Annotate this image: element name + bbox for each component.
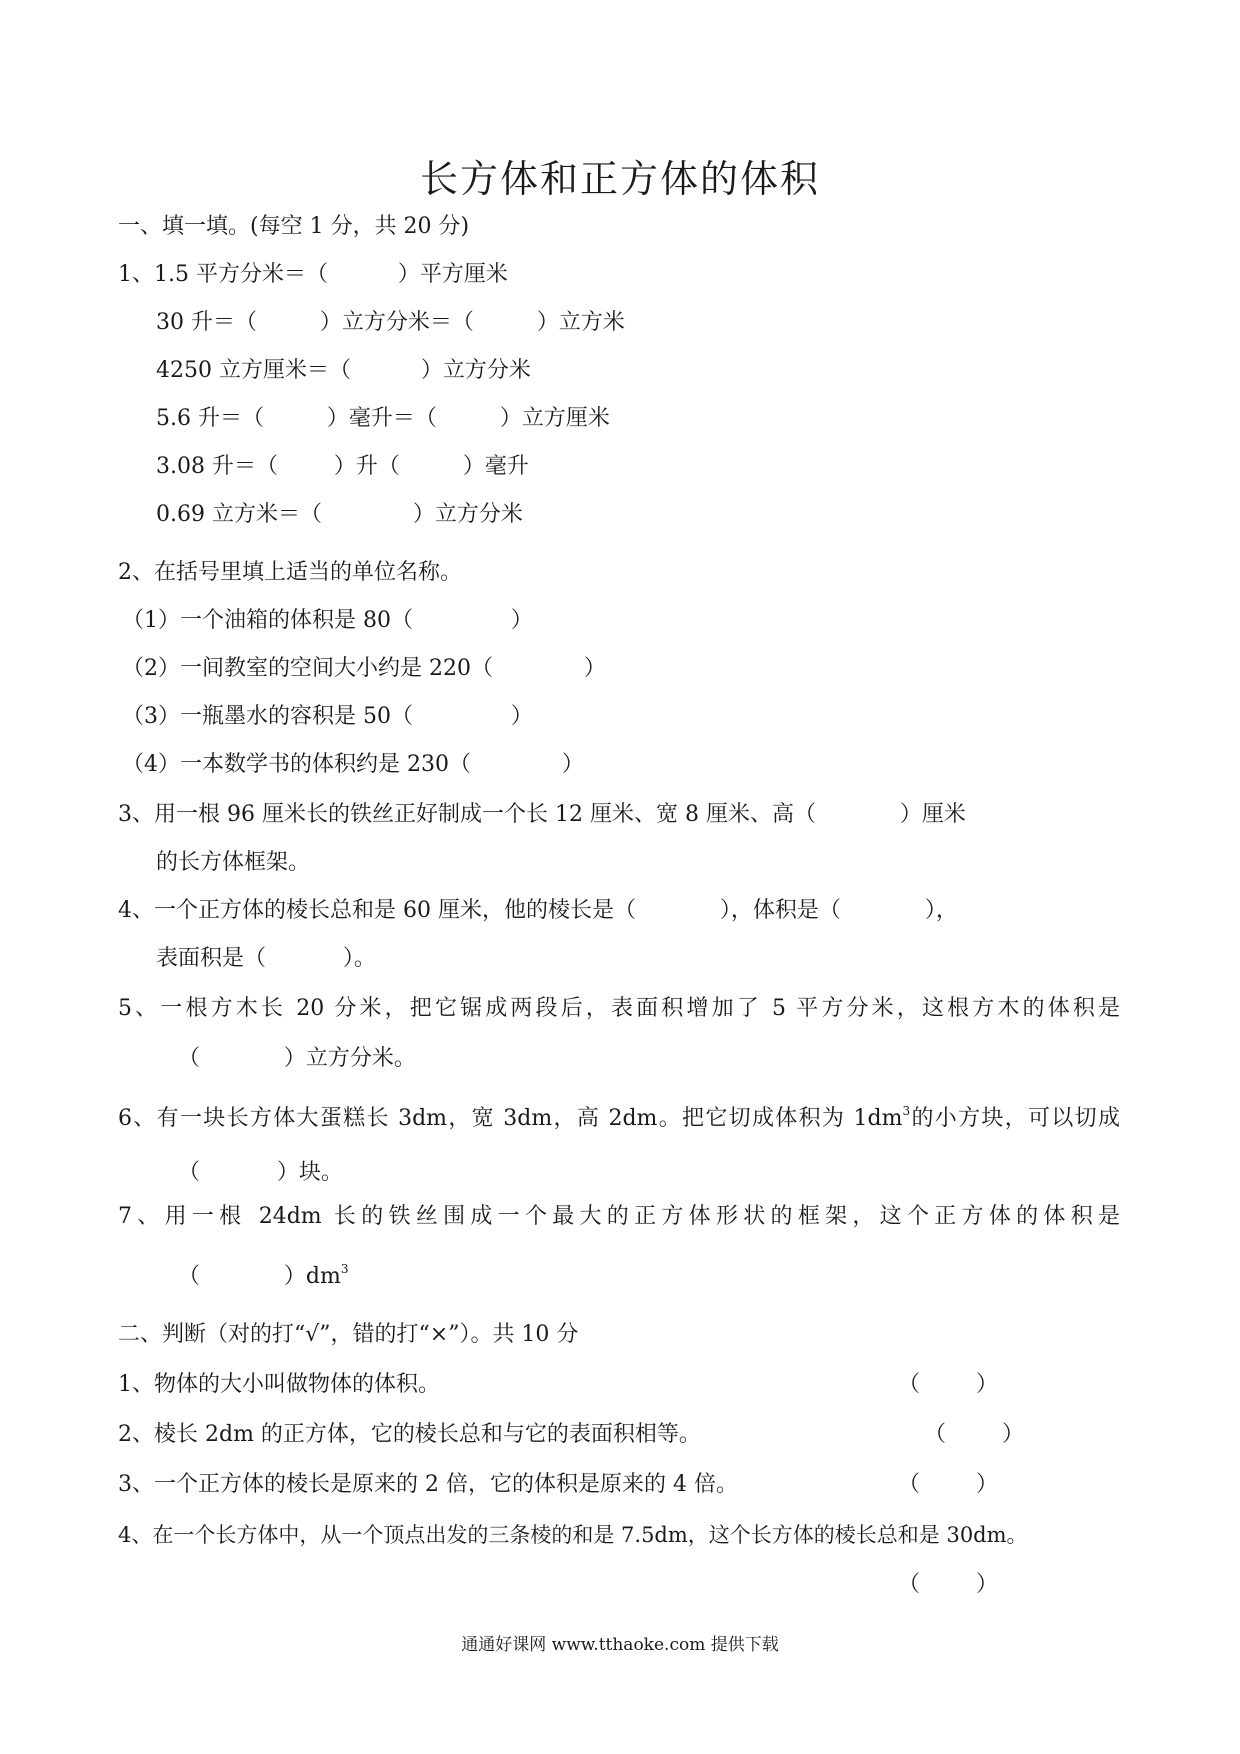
q6-line1-text-b: 的小方块，可以切成 xyxy=(910,1106,1120,1131)
q6-superscript: 3 xyxy=(902,1104,911,1118)
q6-line2: （ ）块。 xyxy=(178,1160,343,1185)
judge-item-3: 3、一个正方体的棱长是原来的 2 倍，它的体积是原来的 4 倍。 xyxy=(118,1472,738,1497)
q3-line1: 3、用一根 96 厘米长的铁丝正好制成一个长 12 厘米、宽 8 厘米、高（ ）厘米 xyxy=(118,802,966,827)
q6-line1 xyxy=(118,1104,1120,1134)
q4-line2: 表面积是（ ）。 xyxy=(156,946,376,971)
judge-answer-3: （ ） xyxy=(898,1472,998,1497)
q2-item4: （4）一本数学书的体积约是 230（ ） xyxy=(122,752,584,777)
section2-heading: 二、判断（对的打“√”，错的打“×”）。共 10 分 xyxy=(118,1322,579,1347)
section1-heading: 一、填一填。(每空 1 分，共 20 分) xyxy=(118,214,470,239)
q7-superscript: 3 xyxy=(340,1262,349,1276)
q1-line6: 0.69 立方米＝（ ）立方分米 xyxy=(156,502,523,527)
q1-line4: 5.6 升＝（ ）毫升＝（ ）立方厘米 xyxy=(156,406,610,431)
judge-item-1: 1、物体的大小叫做物体的体积。 xyxy=(118,1372,440,1397)
q3-line2: 的长方体框架。 xyxy=(156,850,311,875)
q7-line1: 7、用一根 24dm 长的铁丝围成一个最大的正方体形状的框架，这个正方体的体积是 xyxy=(118,1204,1120,1229)
q2-item2: （2）一间教室的空间大小约是 220（ ） xyxy=(122,656,606,681)
judge-item-4: 4、在一个长方体中，从一个顶点出发的三条棱的和是 7.5dm，这个长方体的棱长总和是 30dm。 xyxy=(118,1523,1028,1547)
q7-line2-text: （ ）dm xyxy=(178,1264,341,1289)
q1-line5: 3.08 升＝（ ）升（ ）毫升 xyxy=(156,454,529,479)
q2-item1: （1）一个油箱的体积是 80（ ） xyxy=(122,608,533,633)
q1-line1: 1、1.5 平方分米＝（ ）平方厘米 xyxy=(118,262,508,287)
q1-line3: 4250 立方厘米＝（ ）立方分米 xyxy=(156,358,531,383)
q7-line2 xyxy=(178,1262,349,1292)
q2-item3: （3）一瓶墨水的容积是 50（ ） xyxy=(122,704,533,729)
footer-credit: 通通好课网 www.tthaoke.com 提供下载 xyxy=(461,1635,779,1655)
judge-answer-1: （ ） xyxy=(898,1372,998,1397)
q6-line1-text-a: 6、有一块长方体大蛋糕长 3dm，宽 3dm，高 2dm。把它切成体积为 1dm xyxy=(118,1106,903,1131)
judge-answer-4: （ ） xyxy=(898,1572,998,1597)
page-title: 长方体和正方体的体积 xyxy=(419,157,820,201)
q2-prompt: 2、在括号里填上适当的单位名称。 xyxy=(118,560,462,585)
q1-line2: 30 升＝（ ）立方分米＝（ ）立方米 xyxy=(156,310,625,335)
q5-line1: 5、一根方木长 20 分米，把它锯成两段后，表面积增加了 5 平方分米，这根方木的体积是 xyxy=(118,996,1120,1021)
q5-line2: （ ）立方分米。 xyxy=(178,1046,416,1071)
q4-line1: 4、一个正方体的棱长总和是 60 厘米，他的棱长是（ ），体积是（ ）， xyxy=(118,898,958,923)
judge-answer-2: （ ） xyxy=(924,1422,1024,1447)
judge-item-2: 2、棱长 2dm 的正方体，它的棱长总和与它的表面积相等。 xyxy=(118,1422,701,1447)
